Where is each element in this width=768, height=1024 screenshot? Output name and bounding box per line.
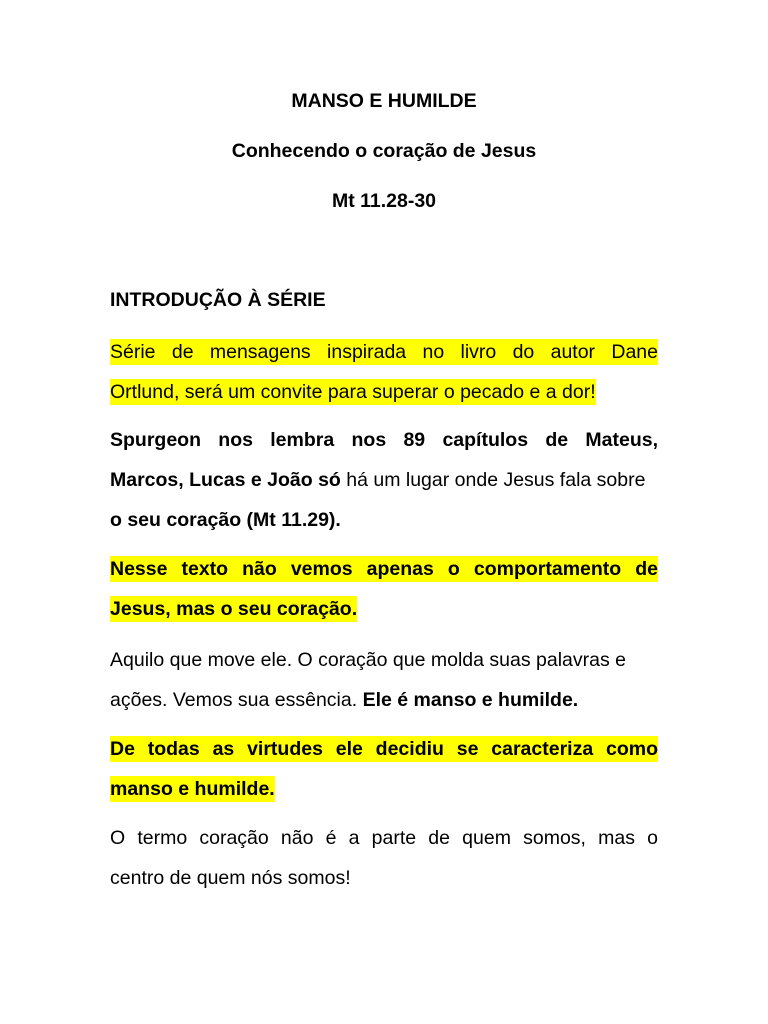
scripture-reference: Mt 11.28-30 xyxy=(331,190,437,212)
paragraph-3-line-1: Nesse texto não vemos apenas o comportamento de xyxy=(110,558,658,580)
paragraph-5-line-1: De todas as virtudes ele decidiu se caracteriza como xyxy=(110,738,658,760)
paragraph-5-line-2: manso e humilde. xyxy=(110,778,275,800)
paragraph-4-line-1: Aquilo que move ele. O coração que molda suas palavras e xyxy=(110,649,626,671)
paragraph-5 xyxy=(110,729,658,809)
paragraph-2-line-1: Spurgeon nos lembra nos 89 capítulos de Mateus, xyxy=(110,429,658,451)
paragraph-4-line-2: ações. Vemos sua essência. Ele é manso e humilde. xyxy=(110,689,579,711)
paragraph-6-line-1: O termo coração não é a parte de quem somos, mas o xyxy=(110,827,658,849)
document-subtitle: Conhecendo o coração de Jesus xyxy=(231,140,537,162)
paragraph-2-line-3: o seu coração (Mt 11.29). xyxy=(110,509,341,531)
paragraph-1-line-2: Ortlund, será um convite para superar o pecado e a dor! xyxy=(110,381,596,403)
paragraph-2-line-2: Marcos, Lucas e João só há um lugar onde Jesus fala sobre xyxy=(110,469,646,491)
paragraph-6 xyxy=(110,818,658,898)
paragraph-1 xyxy=(110,332,658,412)
section-heading: INTRODUÇÃO À SÉRIE xyxy=(110,289,326,311)
document-title: MANSO E HUMILDE xyxy=(291,90,477,112)
paragraph-2 xyxy=(110,420,658,540)
paragraph-3-line-2: Jesus, mas o seu coração. xyxy=(110,598,358,620)
paragraph-3 xyxy=(110,549,658,629)
paragraph-4 xyxy=(110,640,658,720)
paragraph-6-line-2: centro de quem nós somos! xyxy=(110,867,351,889)
paragraph-1-line-1: Série de mensagens inspirada no livro do autor Dane xyxy=(110,341,658,363)
